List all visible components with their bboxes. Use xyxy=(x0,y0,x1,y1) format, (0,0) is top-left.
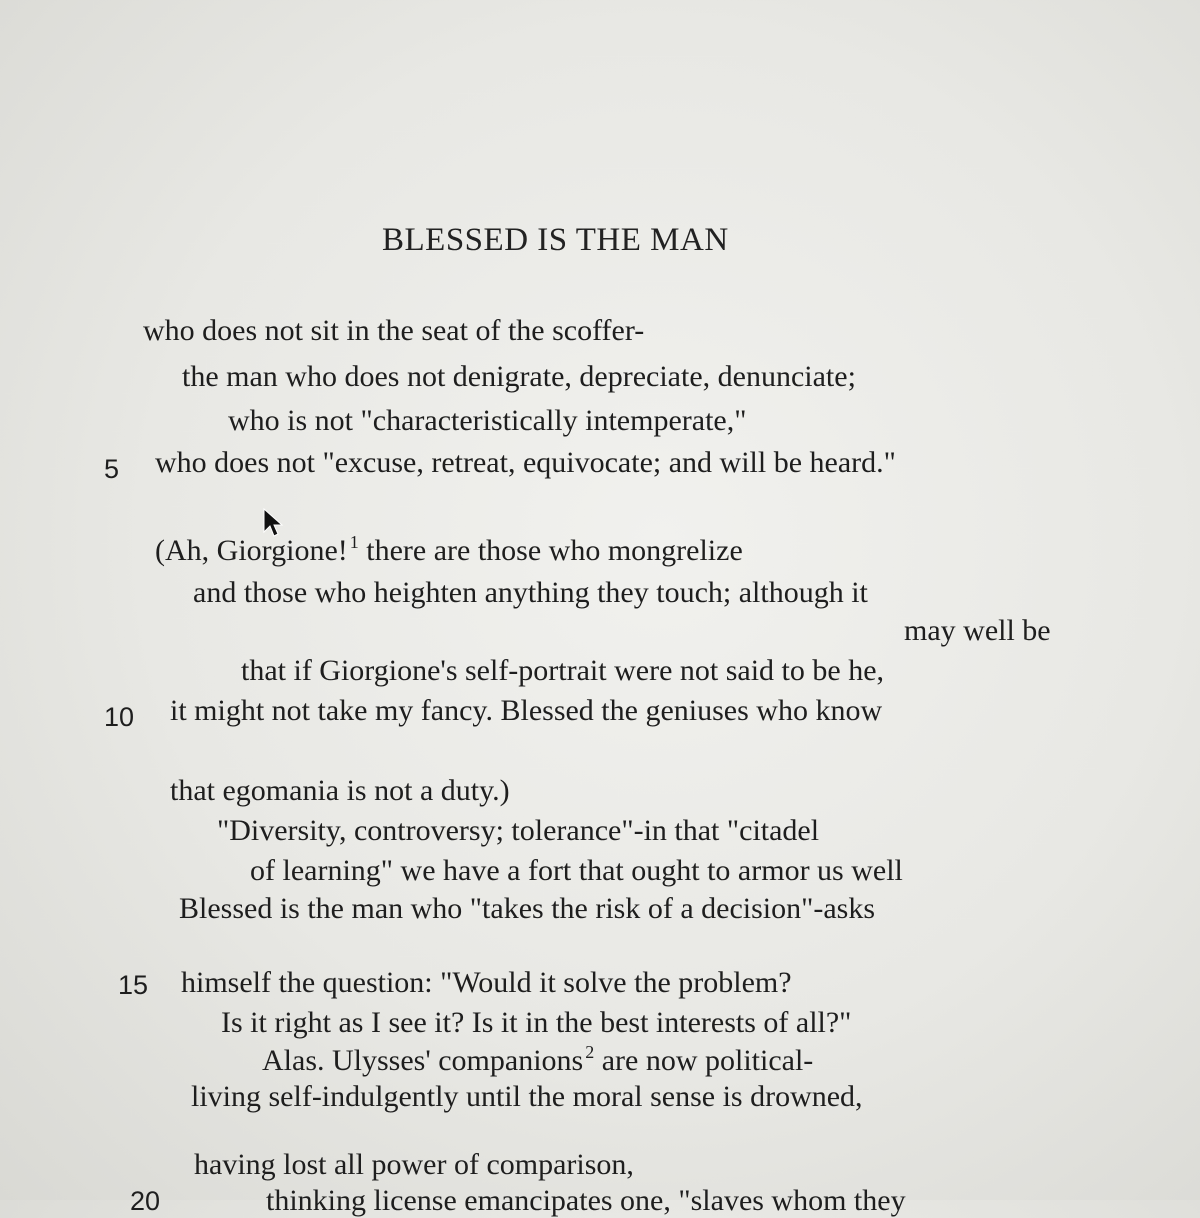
poem-line-text: Alas. Ulysses' companions xyxy=(262,1044,584,1077)
poem-line: living self-indulgently until the moral sense is drowned, xyxy=(191,1080,863,1113)
poem-line: himself the question: "Would it solve the problem? xyxy=(181,966,792,999)
poem-title: BLESSED IS THE MAN xyxy=(382,222,729,258)
poem-line: and those who heighten anything they touch; although it xyxy=(193,576,868,609)
poem-line-text: (Ah, Giorgione! xyxy=(155,534,348,567)
poem-line: "Diversity, controversy; tolerance"-in that "citadel xyxy=(217,814,820,847)
footnote-mark: 2 xyxy=(585,1042,595,1062)
poem-line: the man who does not denigrate, depreciate, denunciate; xyxy=(182,360,856,393)
poem-line xyxy=(155,532,743,568)
line-number: 15 xyxy=(118,970,149,1000)
poem-line: it might not take my fancy. Blessed the geniuses who know xyxy=(170,694,883,727)
poem-line xyxy=(262,1042,813,1078)
mouse-pointer-icon xyxy=(262,508,284,538)
poem-line: of learning" we have a fort that ought to armor us well xyxy=(250,854,903,887)
poem-line: who does not sit in the seat of the scoffer- xyxy=(143,314,645,347)
poem-line: Is it right as I see it? Is it in the best interests of all?" xyxy=(221,1006,852,1039)
line-number: 5 xyxy=(104,454,120,484)
poem-line: that if Giorgione's self-portrait were not said to be he, xyxy=(241,654,885,687)
poem-line-text: there are those who mongrelize xyxy=(358,534,743,567)
poem-line: who does not "excuse, retreat, equivocate; and will be heard." xyxy=(155,446,896,479)
line-number: 20 xyxy=(130,1186,161,1216)
footnote-mark: 1 xyxy=(349,532,359,552)
poem-line: that egomania is not a duty.) xyxy=(170,774,510,807)
poem-line: having lost all power of comparison, xyxy=(194,1148,634,1181)
poem-line: may well be xyxy=(904,614,1051,647)
poem-line-text: are now political- xyxy=(594,1044,814,1077)
line-number: 10 xyxy=(104,702,135,732)
poem-line: who is not "characteristically intemperate," xyxy=(228,404,747,437)
poem-line: Blessed is the man who "takes the risk of a decision"-asks xyxy=(179,892,876,925)
poem-line: thinking license emancipates one, "slaves whom they xyxy=(266,1184,906,1217)
